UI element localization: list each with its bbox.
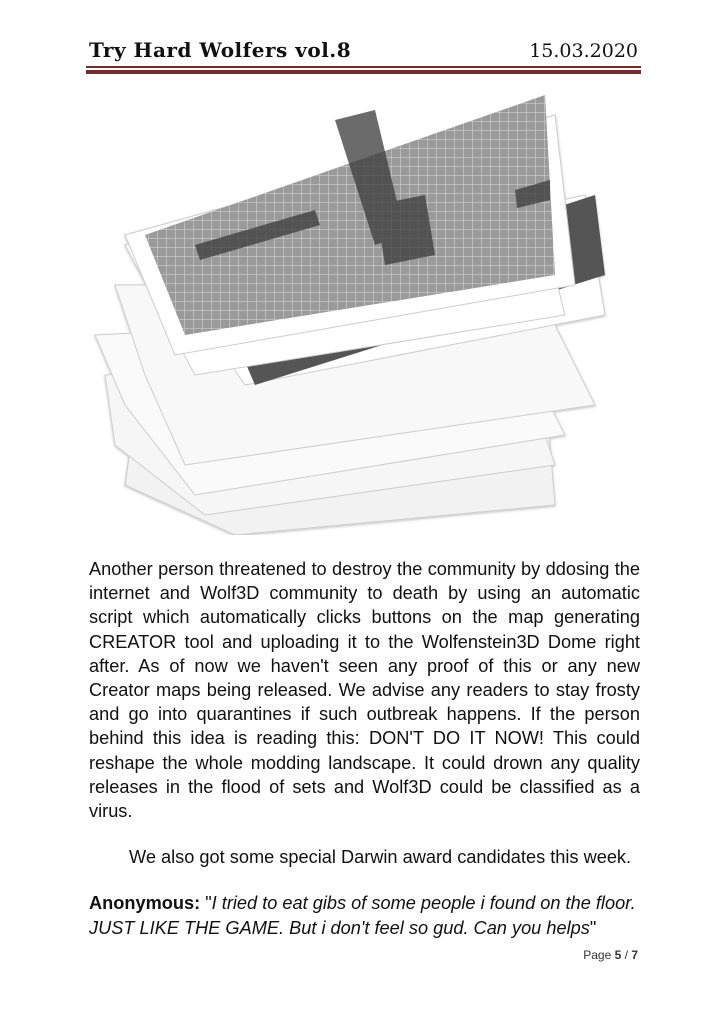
paragraph-creator-threat: Another person threatened to destroy the community by ddosing the internet and Wolf3D community to death by using an automatic script which automatically clicks buttons on the map generating CREATOR tool and uploading it to the Wolfenstein3D Dome right after. As of now we haven't seen any proof of this or any new Creator maps being released. We advise any readers to stay frosty and go into quarantines if such outbreak happens. If the person behind this idea is reading this: DON'T DO IT NOW! This could reshape the whole modding landscape. It could drown any quality releases in the flood of sets and Wolf3D could be classified as a virus. [89,559,640,822]
issue-date: 15.03.2020 [529,40,638,62]
header-rule-thick [86,70,641,74]
paper-stack-image [85,85,625,535]
newsletter-title: Try Hard Wolfers vol.8 [89,38,352,62]
current-page: 5 [614,948,622,962]
paragraph-darwin-intro: We also got some special Darwin award candidates this week. [129,847,632,868]
total-pages: 7 [631,948,638,962]
quote-open: " [200,893,212,914]
quote-anonymous [89,891,640,939]
quote-author: Anonymous: [89,893,201,914]
article-body [89,557,640,940]
quote-text: I tried to eat gibs of some people i found on the floor. JUST LIKE THE GAME. But i don't feel so gud. Can you helps [89,893,636,938]
page-separator: / [621,948,632,962]
page-label: Page [583,948,615,962]
page-number [583,948,638,962]
header-rule [86,66,641,68]
quote-close: " [589,917,597,938]
